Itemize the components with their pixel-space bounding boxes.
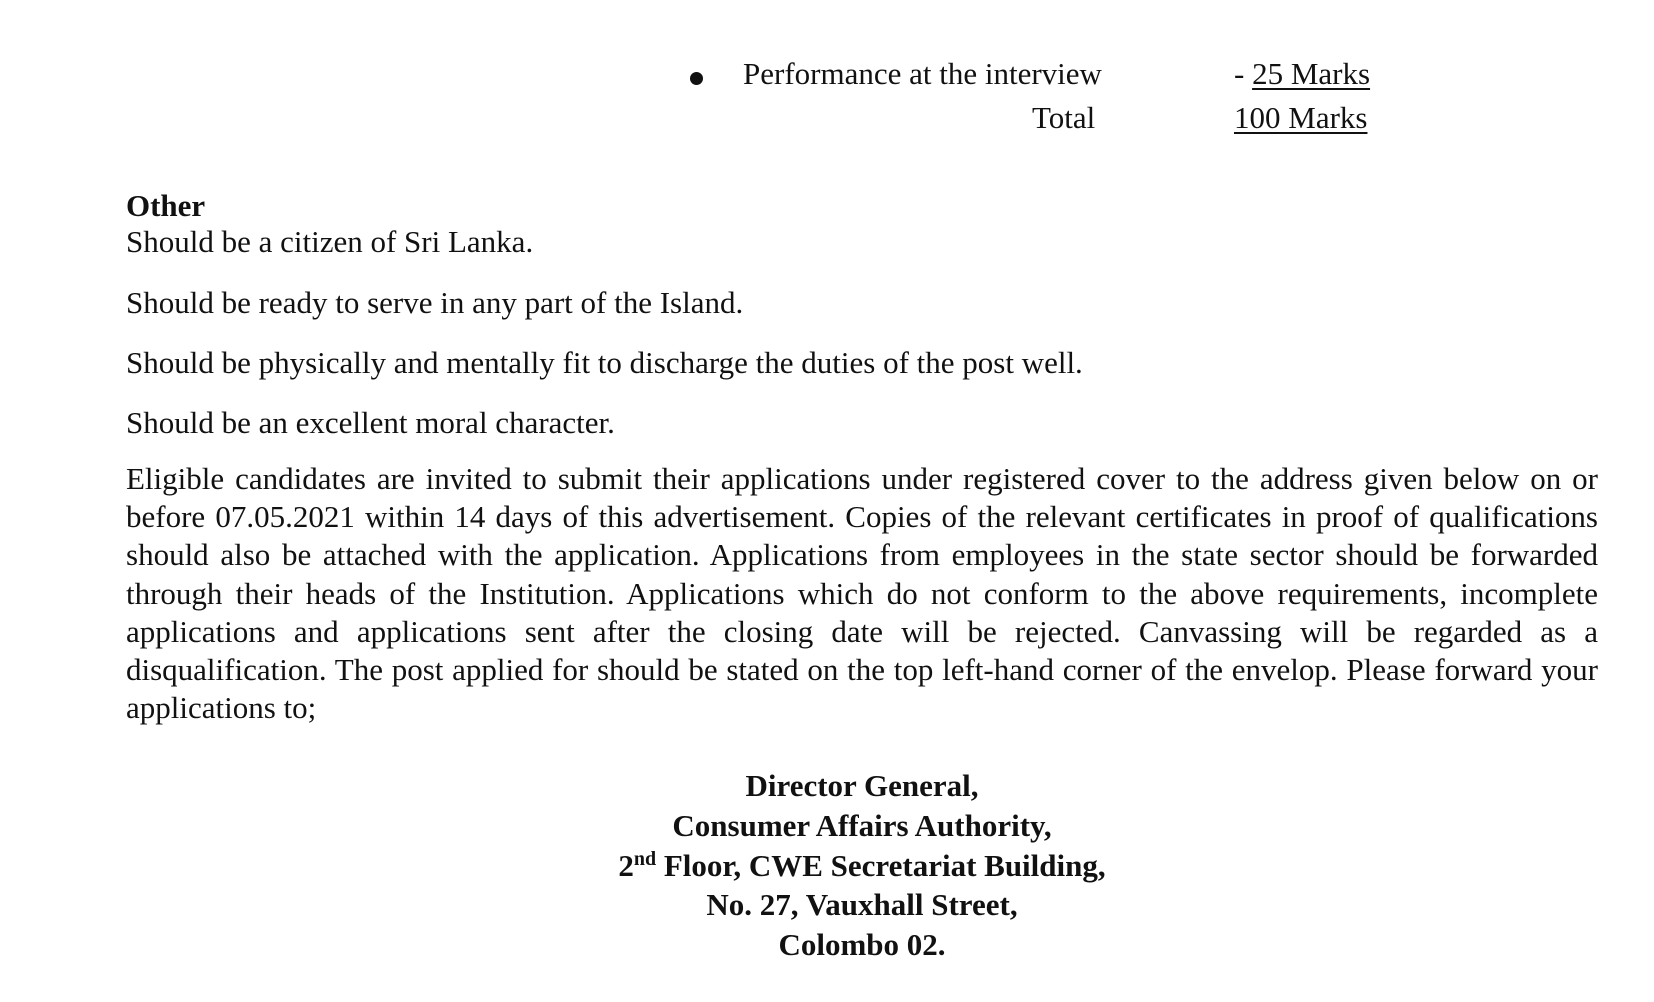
application-instructions: Eligible candidates are invited to submit their applications under registered cover to the address given below on or before 07.05.2021 within 14 days of this advertisement. Copies of the relevant certificates in proof of qualifications should also be attached with the application. Applications from employees in the state sector should be forwarded through their heads of the Institution. Applications which do not conform to the above requirements, incomplete applications and applications sent after the closing date will be rejected. Canvassing will be regarded as a disqualification. The post applied for should be stated on the top left-hand corner of the envelop. Please forward your applications to; <box>126 461 1598 726</box>
address-line-floor <box>0 846 1654 886</box>
address-block <box>0 766 1654 965</box>
marks-criterion-value <box>1234 56 1370 92</box>
marks-total-value: 100 Marks <box>1234 100 1368 135</box>
address-line-organization: Consumer Affairs Authority, <box>672 807 1052 843</box>
requirement-serve-island: Should be ready to serve in any part of the Island. <box>126 285 744 320</box>
bullet-icon <box>690 72 703 85</box>
section-heading-other: Other <box>126 188 206 223</box>
requirement-citizen: Should be a citizen of Sri Lanka. <box>126 224 534 259</box>
marks-criterion-number: 25 Marks <box>1252 56 1371 91</box>
address-line-title: Director General, <box>745 768 979 803</box>
requirement-moral-character: Should be an excellent moral character. <box>126 405 615 440</box>
marks-total-label: Total <box>1032 100 1096 135</box>
address-line-city: Colombo 02. <box>778 927 946 963</box>
address-floor-number: 2 <box>618 847 634 883</box>
marks-criterion: Performance at the interview <box>743 56 1102 91</box>
marks-dash: - <box>1234 56 1253 91</box>
address-line-street: No. 27, Vauxhall Street, <box>706 887 1018 923</box>
requirement-fit: Should be physically and mentally fit to discharge the duties of the post well. <box>126 345 1083 380</box>
address-floor-superscript: nd <box>633 847 657 870</box>
address-floor-rest: Floor, CWE Secretariat Building, <box>656 847 1106 883</box>
